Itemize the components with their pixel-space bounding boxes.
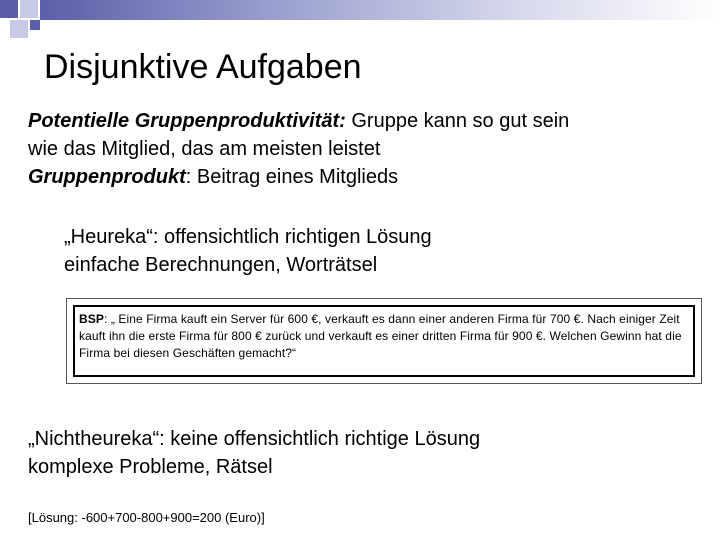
slide-title: Disjunktive Aufgaben — [44, 48, 362, 86]
nichtheureka-line1: „Nichtheureka“: keine offensichtlich richtige Lösung — [28, 428, 481, 450]
paragraph-potential — [28, 108, 569, 134]
nichtheureka-line2: komplexe Probleme, Rätsel — [28, 456, 273, 478]
deco-square — [30, 20, 40, 30]
deco-square — [20, 0, 38, 18]
deco-square — [10, 20, 28, 38]
paragraph-product — [28, 164, 398, 190]
potential-line2: wie das Mitglied, das am meisten leistet — [28, 138, 381, 160]
header-gradient-bar — [40, 0, 720, 20]
example-box — [66, 298, 702, 384]
heureka-line1: „Heureka“: offensichtlich richtigen Lösung — [64, 226, 432, 248]
example-text — [79, 311, 683, 362]
term-potential: Potentielle Gruppenproduktivität: — [28, 110, 346, 132]
example-body: : „ Eine Firma kauft ein Server für 600 €, verkauft es dann einer anderen Firma für 700 €. Nach einiger Zeit kauft ihn die erste Firma für 800 € zurück und verkauft es einer dritten Firma für 900 €. Welchen Gewinn hat die Firma bei diesen Geschäften gemacht?“ — [79, 312, 682, 360]
potential-text: Gruppe kann so gut sein — [345, 110, 570, 132]
example-label: BSP — [79, 312, 104, 326]
term-product: Gruppenprodukt — [28, 166, 186, 188]
solution-text: [Lösung: -600+700-800+900=200 (Euro)] — [28, 510, 265, 525]
product-text: : Beitrag eines Mitglieds — [185, 166, 399, 188]
heureka-line2: einfache Berechnungen, Worträtsel — [64, 254, 378, 276]
deco-square — [0, 0, 18, 18]
